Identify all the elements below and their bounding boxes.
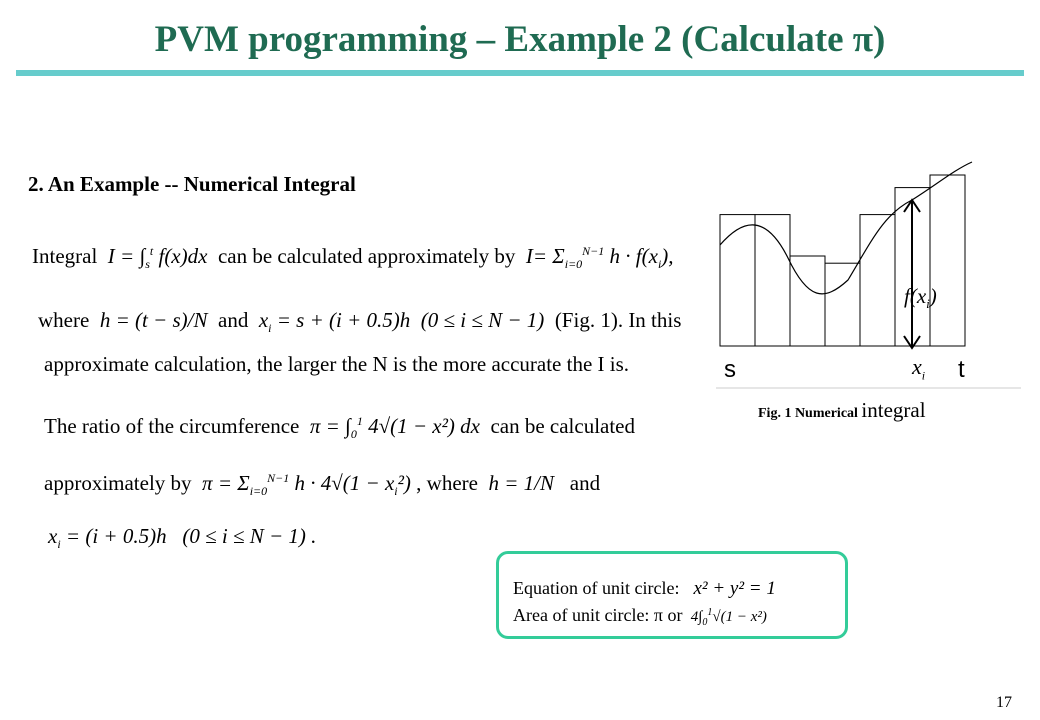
unit-circle-callout [496, 551, 848, 639]
ratio-suffix: can be calculated [490, 414, 636, 438]
figure-bar [930, 175, 965, 346]
section-heading: 2. An Example -- Numerical Integral [28, 172, 356, 196]
xi-midpoint-formula: $x_i = (i + 0.5)h$ (0 ≤ i ≤ N − 1) . [48, 524, 317, 552]
and-end: and [569, 471, 601, 495]
label-xi: $x_i$ [912, 354, 926, 383]
pi-sum-formula: $\pi = \Sigma_{i=0}^{N-1}$ $h \cdot 4√(1 - x_i^2)$ [196, 471, 411, 499]
integral-prefix: Integral [32, 244, 98, 268]
circle-equation: x² + y² = 1 [683, 578, 776, 599]
figure-bar [720, 215, 755, 346]
page-number: 17 [996, 694, 1012, 711]
function-curve [720, 162, 972, 294]
h-one-over-n: h = 1/N [483, 471, 565, 495]
figure-bar [825, 263, 860, 346]
half-circle-integral: $4\int_0^1√(1 - x^2)$ [687, 607, 767, 628]
label-s: s [724, 356, 736, 383]
fig-reference: (Fig. 1). In this [554, 308, 682, 332]
slide-title: PVM programming – Example 2 (Calculate π) [154, 19, 886, 60]
and-word: and [218, 308, 249, 332]
figure-bar [790, 256, 825, 346]
figure-bars [720, 175, 965, 346]
h-definition: h = (t − s)/N [94, 308, 213, 332]
fxi-label: $f(x_i)$ [904, 284, 937, 312]
where-word: where [38, 308, 90, 332]
where-comma: , where [416, 471, 478, 495]
approx-by-line [44, 471, 600, 499]
integral-formula: $I = \int_s^t$ f(x)dx [102, 244, 213, 272]
title-underline [16, 70, 1024, 76]
figure-bar [860, 215, 895, 346]
pi-integral-formula: $\pi = \int_0^1$ 4√(1 − x²) dx [304, 414, 486, 442]
approx-by-prefix: approximately by [44, 471, 192, 495]
label-t: t [958, 356, 965, 383]
callout-line-2: Area of unit circle: π or $4\int_0^1√(1 - x^2)$ [513, 605, 767, 628]
riemann-sum-formula: $I= \Sigma_{i=0}^{N-1}$ $h \cdot f(x_i)$, [520, 244, 674, 272]
integral-line [32, 244, 674, 272]
where-line [38, 308, 681, 336]
callout-line-1: Equation of unit circle: x² + y² = 1 [513, 578, 776, 599]
xi-definition: $x_i = s + (i + 0.5)h$ (0 ≤ i ≤ N − 1) [253, 308, 550, 336]
integral-middle: can be calculated approximately by [217, 244, 516, 268]
figure-caption: Fig. 1 Numerical integral [758, 398, 926, 422]
ratio-prefix: The ratio of the circumference [44, 414, 300, 438]
ratio-line [44, 414, 635, 442]
approx-line: approximate calculation, the larger the N is the more accurate the I is. [44, 352, 630, 376]
numerical-integral-figure [716, 150, 1026, 395]
